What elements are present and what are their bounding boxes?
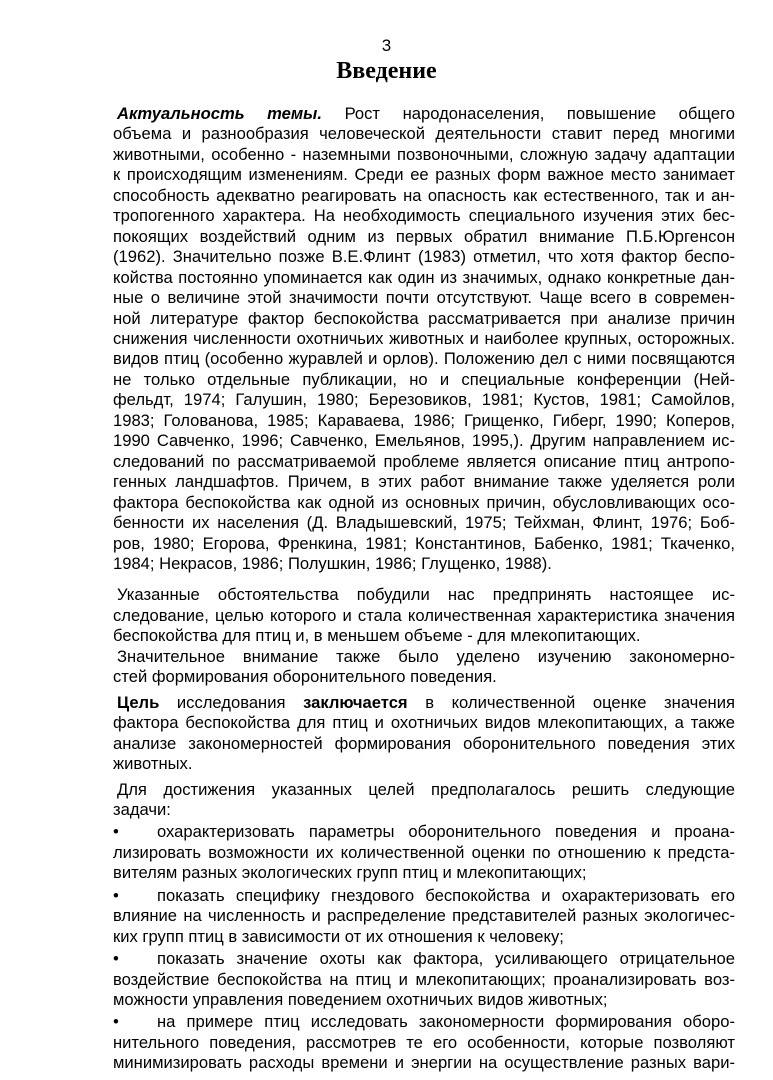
- task-line: [113, 822, 735, 842]
- task-item: [113, 949, 735, 1010]
- task-line-text: на примере птиц исследовать закономерности формирования оборо-: [157, 1012, 735, 1032]
- intro-line: [113, 104, 735, 124]
- task-item: [113, 886, 735, 947]
- intro-line-text: Рост народонаселения, повышение общего: [344, 104, 735, 123]
- goal-keyword: Цель: [117, 692, 160, 712]
- task-line: [113, 886, 735, 906]
- intro-line: видов птиц (особенно журавлей и орлов). Положению дел с ними посвящаются: [113, 349, 735, 369]
- page-number: 3: [381, 36, 392, 55]
- intro-line: 1983; Голованова, 1985; Караваева, 1986; Грищенко, Гиберг, 1990; Коперов,: [113, 410, 735, 430]
- intro-line: фактора беспокойства как одной из основных причин, обусловливающих осо-: [113, 492, 735, 512]
- intro-line: покоящих воздействий одним из первых обратил внимание П.Б.Юргенсон: [113, 226, 735, 246]
- goal-text: исследования: [176, 692, 286, 712]
- intro-line: снижения численности охотничьих животных и наиболее крупных, осторожных.: [113, 328, 735, 348]
- motivation-line: беспокойства для птиц и, в меньшем объеме - для млекопитающих.: [113, 626, 641, 646]
- task-line: лизировать возможности их количественной оценки по отношению к предста-: [113, 842, 735, 862]
- tasks-intro-paragraph: [113, 780, 735, 821]
- bullet-icon: •: [113, 885, 119, 905]
- attention-line: стей формирования оборонительного поведения.: [113, 667, 497, 687]
- intro-line: к происходящим изменениям. Среди ее разных форм важное место занимает: [113, 165, 735, 185]
- intro-line: способность адекватно реагировать на опасность как естественного, так и ан-: [113, 185, 735, 205]
- lead-heading: Актуальность темы.: [117, 104, 322, 123]
- task-item: [113, 822, 735, 883]
- tasks-intro-line: задачи:: [113, 799, 171, 819]
- document-body: [113, 104, 735, 1074]
- intro-line: ные о величине этой значимости почти отсутствуют. Чаще всего в современ-: [113, 288, 735, 308]
- task-line: [113, 1012, 735, 1032]
- intro-line: животными, особенно - наземными позвоночными, сложную задачу адаптации: [113, 144, 735, 164]
- task-line-text: показать значение охоты как фактора, усиливающего отрицательное: [157, 949, 735, 969]
- intro-line: бенности их населения (Д. Владышевский, 1975; Тейхман, Флинт, 1976; Боб-: [113, 513, 735, 533]
- motivation-paragraph: [113, 585, 735, 646]
- goal-paragraph: [113, 693, 735, 775]
- intro-line: не только отдельные публикации, но и специальные конференции (Ней-: [113, 369, 735, 389]
- intro-line: 1984; Некрасов, 1986; Полушкин, 1986; Глущенко, 1988).: [113, 553, 552, 573]
- task-line: [113, 949, 735, 969]
- attention-line: Значительное внимание также было уделено изучению закономерно-: [117, 646, 735, 666]
- goal-line: фактора беспокойства для птиц и охотничьих видов млекопитающих, а также: [113, 713, 735, 733]
- task-line: воздействие беспокойства на птиц и млекопитающих; проанализировать воз-: [113, 969, 735, 989]
- intro-line: объема и разнообразия человеческой деятельности ставит перед многими: [113, 124, 735, 144]
- task-item: [113, 1012, 735, 1073]
- task-line: нительного поведения, рассмотрев те его особенности, которые позволяют: [113, 1032, 735, 1052]
- motivation-line: Указанные обстоятельства побудили нас предпринять настоящее ис-: [117, 585, 735, 605]
- page-title: Введение: [336, 58, 437, 84]
- task-line: вителям разных экологических групп птиц и млекопитающих;: [113, 863, 587, 883]
- bullet-icon: •: [113, 949, 119, 969]
- intro-line: фельдт, 1974; Галушин, 1980; Березовиков, 1981; Кустов, 1981; Самойлов,: [113, 390, 735, 410]
- goal-line: животных.: [113, 754, 193, 774]
- goal-line: [113, 693, 735, 713]
- task-line: влияние на численность и распределение представителей разных экологичес-: [113, 906, 735, 926]
- intro-line: генных ландшафтов. Причем, в этих работ внимание также уделяется роли: [113, 472, 735, 492]
- intro-line: ной литературе фактор беспокойства рассматривается при анализе причин: [113, 308, 735, 328]
- intro-line: (1962). Значительно позже В.Е.Флинт (1983) отметил, что хотя фактор беспо-: [113, 247, 735, 267]
- intro-line: тропогенного характера. На необходимость специального изучения этих бес-: [113, 206, 735, 226]
- task-line-text: показать специфику гнездового беспокойства и охарактеризовать его: [157, 885, 735, 905]
- intro-line: койства постоянно упоминается как один из значимых, однако конкретные дан-: [113, 267, 735, 287]
- motivation-line: следование, целью которого и стала количественная характеристика значения: [113, 605, 735, 625]
- intro-line: следований по рассматриваемой проблеме является описание птиц антропо-: [113, 451, 735, 471]
- goal-line: анализе закономерностей формирования оборонительного поведения этих: [113, 733, 735, 753]
- task-line-text: охарактеризовать параметры оборонительного поведения и проана-: [157, 822, 735, 842]
- task-line: можности управления поведением охотничьих видов животных;: [113, 990, 608, 1010]
- bullet-icon: •: [113, 1012, 119, 1032]
- intro-line: ров, 1980; Егорова, Френкина, 1981; Константинов, Бабенко, 1981; Ткаченко,: [113, 533, 735, 553]
- goal-text: в количественной оценке значения: [425, 692, 735, 712]
- task-line: ких групп птиц в зависимости от их отношения к человеку;: [113, 926, 564, 946]
- goal-keyword: заключается: [303, 692, 408, 712]
- task-line: минимизировать расходы времени и энергии на осуществление разных вари-: [113, 1053, 735, 1073]
- bullet-icon: •: [113, 822, 119, 842]
- intro-paragraph: [113, 104, 735, 574]
- attention-paragraph: [113, 647, 735, 688]
- intro-line: 1990 Савченко, 1996; Савченко, Емельянов, 1995,). Другим направлением ис-: [113, 431, 735, 451]
- tasks-intro-line: Для достижения указанных целей предполагалось решить следующие: [117, 779, 735, 799]
